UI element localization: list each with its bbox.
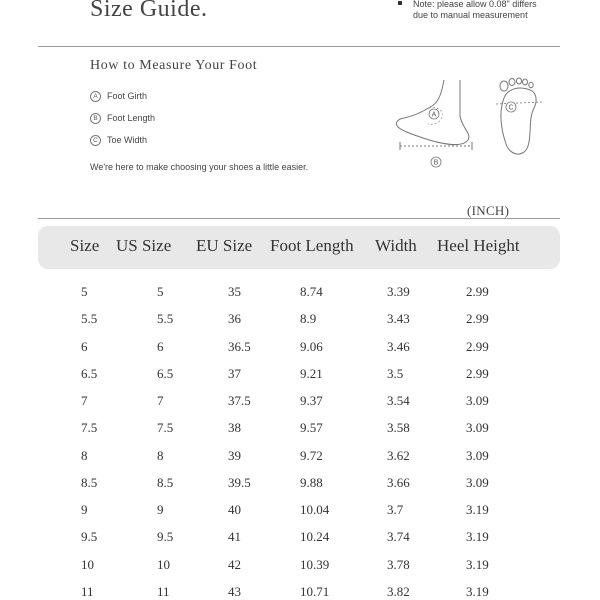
diagram-marker-a: A: [431, 111, 437, 119]
marker-a-icon: A: [90, 91, 101, 102]
cell-heel-height: 3.19: [466, 584, 489, 599]
step-foot-girth: [90, 90, 147, 102]
cell-us-size: 10: [157, 557, 170, 572]
cell-eu-size: 38: [228, 420, 241, 435]
unit-label: (INCH): [467, 203, 510, 218]
column-header-us-size: US Size: [116, 236, 172, 255]
cell-us-size: 9.5: [157, 529, 174, 544]
cell-width: 3.58: [387, 420, 410, 435]
cell-size: 10: [81, 557, 94, 572]
cell-foot-length: 9.72: [300, 448, 323, 463]
step-toe-width: [90, 134, 147, 146]
cell-size: 8: [81, 448, 88, 463]
cell-foot-length: 9.88: [300, 475, 323, 490]
cell-foot-length: 10.71: [300, 584, 330, 599]
foot-side-view-icon: [392, 76, 482, 172]
diagram-marker-b: B: [433, 159, 439, 167]
cell-width: 3.43: [387, 311, 410, 326]
cell-us-size: 8.5: [157, 475, 174, 490]
cell-width: 3.82: [387, 584, 410, 599]
cell-us-size: 9: [157, 502, 164, 517]
cell-foot-length: 8.74: [300, 284, 323, 299]
cell-foot-length: 9.37: [300, 393, 323, 408]
cell-heel-height: 3.19: [466, 502, 489, 517]
cell-heel-height: 2.99: [466, 366, 489, 381]
cell-heel-height: 3.19: [466, 529, 489, 544]
cell-size: 9: [81, 502, 88, 517]
cell-size: 9.5: [81, 529, 98, 544]
cell-eu-size: 36.5: [228, 339, 251, 354]
cell-heel-height: 2.99: [466, 311, 489, 326]
cell-width: 3.62: [387, 448, 410, 463]
measure-subtitle: How to Measure Your Foot: [90, 58, 258, 73]
cell-us-size: 5: [157, 284, 164, 299]
cell-heel-height: 2.99: [466, 284, 489, 299]
measurement-note: [398, 0, 537, 21]
cell-us-size: 11: [157, 584, 170, 599]
cell-us-size: 5.5: [157, 311, 174, 326]
column-header-eu-size: EU Size: [196, 236, 253, 255]
cell-width: 3.54: [387, 393, 410, 408]
note-bullet-icon: [398, 1, 402, 5]
foot-sole-view-icon: [490, 74, 550, 162]
cell-us-size: 6.5: [157, 366, 174, 381]
top-divider: [38, 46, 560, 47]
cell-us-size: 7.5: [157, 420, 174, 435]
cell-eu-size: 36: [228, 311, 241, 326]
cell-size: 7: [81, 393, 88, 408]
table-header: [38, 226, 560, 269]
cell-eu-size: 37.5: [228, 393, 251, 408]
cell-us-size: 7: [157, 393, 164, 408]
cell-heel-height: 3.19: [466, 557, 489, 572]
step-foot-length: [90, 112, 155, 124]
note-line-1: Note: please allow 0.08" differs: [413, 0, 537, 9]
cell-eu-size: 35: [228, 284, 241, 299]
cell-size: 6.5: [81, 366, 98, 381]
cell-size: 5: [81, 284, 88, 299]
column-header-width: Width: [375, 236, 417, 255]
note-line-2: due to manual measurement: [413, 10, 528, 20]
cell-heel-height: 3.09: [466, 420, 489, 435]
cell-size: 8.5: [81, 475, 98, 490]
cell-width: 3.78: [387, 557, 410, 572]
cell-foot-length: 9.57: [300, 420, 323, 435]
cell-eu-size: 39.5: [228, 475, 251, 490]
cell-width: 3.7: [387, 502, 404, 517]
step-label: Toe Width: [107, 135, 148, 145]
cell-width: 3.39: [387, 284, 410, 299]
cell-foot-length: 9.06: [300, 339, 323, 354]
cell-width: 3.46: [387, 339, 410, 354]
column-header-heel-height: Heel Height: [437, 236, 520, 255]
cell-size: 7.5: [81, 420, 98, 435]
cell-heel-height: 2.99: [466, 339, 489, 354]
cell-size: 5.5: [81, 311, 98, 326]
column-header-foot-length: Foot Length: [270, 236, 354, 255]
cell-eu-size: 39: [228, 448, 241, 463]
cell-us-size: 8: [157, 448, 164, 463]
cell-foot-length: 10.24: [300, 529, 330, 544]
cell-eu-size: 41: [228, 529, 241, 544]
cell-size: 6: [81, 339, 88, 354]
cell-width: 3.74: [387, 529, 410, 544]
page-title: Size Guide.: [90, 0, 208, 22]
cell-width: 3.66: [387, 475, 410, 490]
cell-foot-length: 8.9: [300, 311, 317, 326]
cell-width: 3.5: [387, 366, 404, 381]
cell-eu-size: 43: [228, 584, 241, 599]
step-label: Foot Girth: [107, 91, 148, 101]
cell-heel-height: 3.09: [466, 448, 489, 463]
cell-eu-size: 40: [228, 502, 241, 517]
table-divider: [38, 218, 560, 219]
cell-foot-length: 9.21: [300, 366, 323, 381]
marker-b-icon: B: [90, 113, 101, 124]
cell-foot-length: 10.39: [300, 557, 330, 572]
cell-size: 11: [81, 584, 94, 599]
diagram-marker-c: C: [508, 104, 514, 112]
cell-eu-size: 42: [228, 557, 241, 572]
cell-heel-height: 3.09: [466, 393, 489, 408]
cell-foot-length: 10.04: [300, 502, 330, 517]
column-header-size: Size: [70, 236, 100, 255]
tagline: We're here to make choosing your shoes a little easier.: [90, 162, 309, 172]
cell-eu-size: 37: [228, 366, 241, 381]
marker-c-icon: C: [90, 135, 101, 146]
cell-us-size: 6: [157, 339, 164, 354]
step-label: Foot Length: [107, 113, 156, 123]
cell-heel-height: 3.09: [466, 475, 489, 490]
